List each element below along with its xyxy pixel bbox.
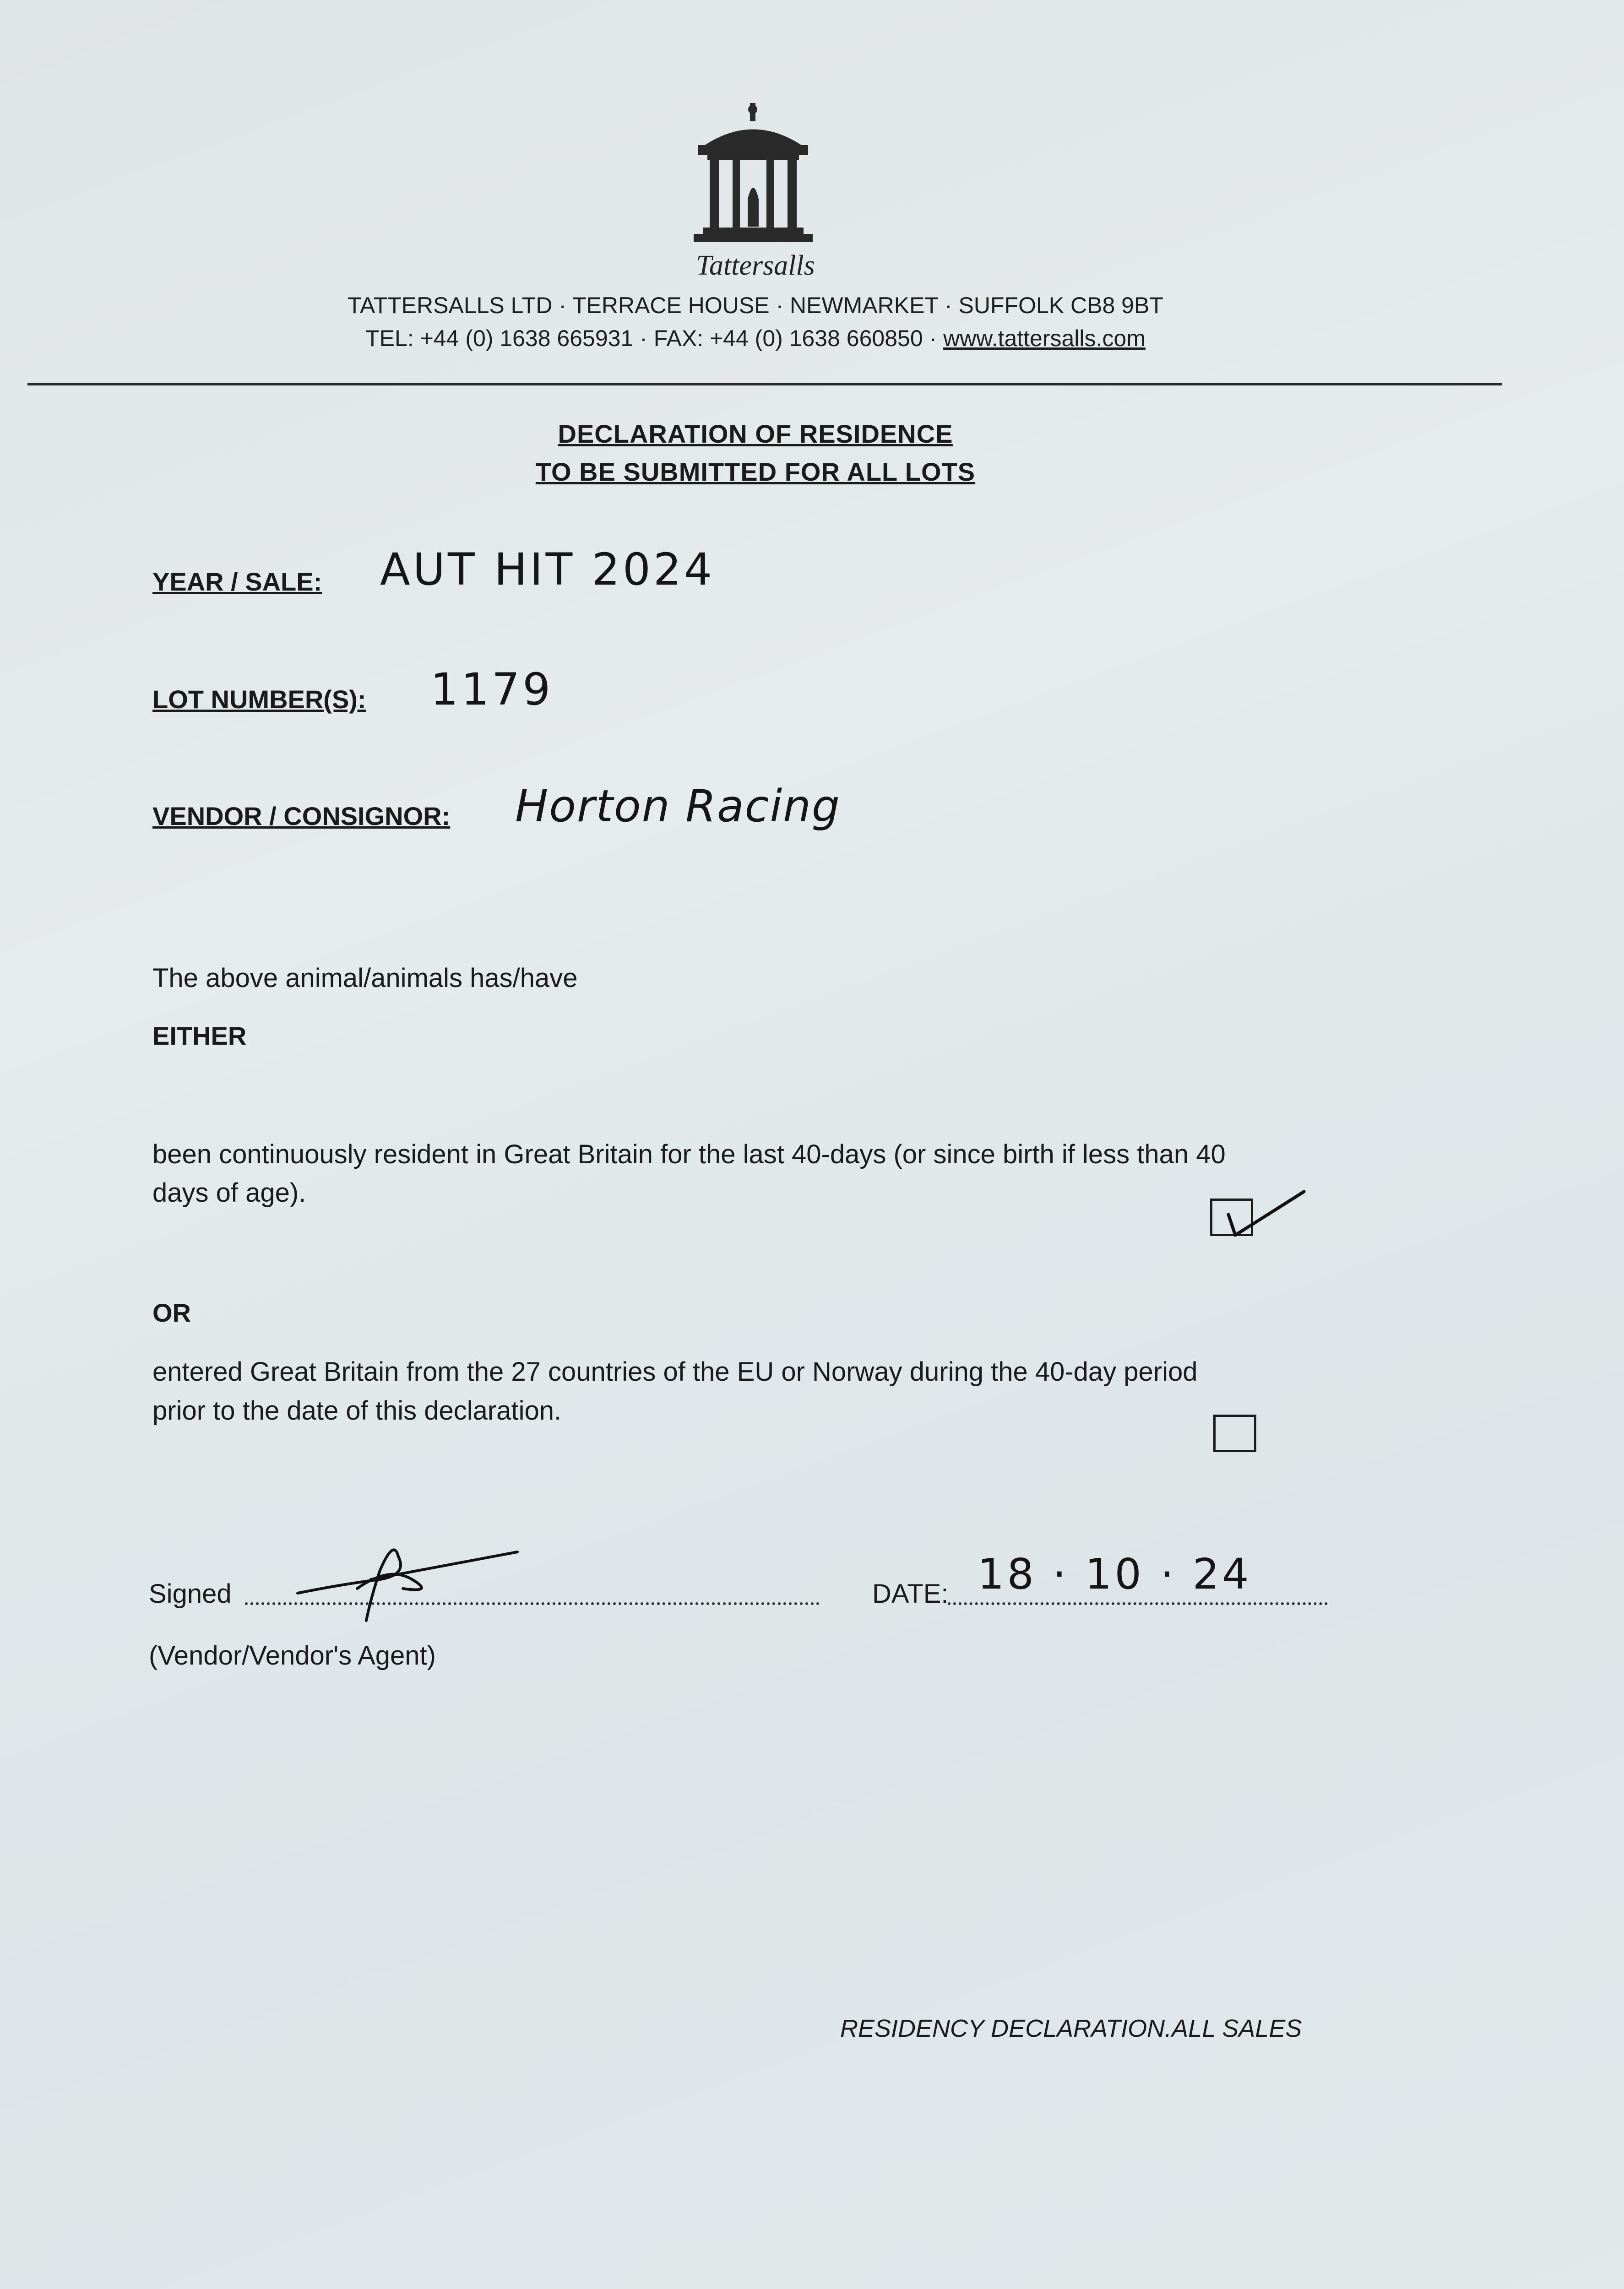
option2-checkbox[interactable] [1213,1415,1256,1452]
address-line: TATTERSALLS LTD · TERRACE HOUSE · NEWMARKET · SUFFOLK CB8 9BT [348,293,1163,318]
option2-line2: prior to the date of this declaration. [152,1396,562,1426]
checkmark-icon [1210,1182,1311,1242]
either-label: EITHER [152,1021,247,1050]
date-value[interactable]: 18 · 10 · 24 [978,1550,1252,1599]
signer-role: (Vendor/Vendor's Agent) [149,1641,436,1671]
vendor-value[interactable]: Horton Racing [515,781,841,832]
year-sale-value[interactable]: AUT HIT 2024 [380,544,715,595]
option1-line2: days of age). [152,1178,306,1208]
vendor-label: VENDOR / CONSIGNOR: [152,802,451,830]
option1-line1: been continuously resident in Great Britain for the last 40-days (or since birth if less than 40 [152,1139,1226,1169]
brand-name: Tattersalls [696,250,815,281]
option2-line1: entered Great Britain from the 27 countries of the EU or Norway during the 40-day period [152,1357,1198,1387]
or-label: OR [152,1298,191,1327]
year-sale-label: YEAR / SALE: [152,567,322,596]
lot-number-label: LOT NUMBER(S): [152,685,366,714]
contact-numbers: TEL: +44 (0) 1638 665931 · FAX: +44 (0) 1638 660850 · [365,325,944,351]
signed-label: Signed [149,1579,232,1609]
document-subtitle: TO BE SUBMITTED FOR ALL LOTS [535,457,976,486]
date-line[interactable] [948,1602,1328,1605]
website-link[interactable]: www.tattersalls.com [943,325,1146,351]
signature-scribble [288,1529,527,1630]
contact-line [0,325,1511,352]
header-divider [27,383,1502,385]
date-label: DATE: [872,1579,949,1609]
statement-intro: The above animal/animals has/have [152,963,578,993]
document-title: DECLARATION OF RESIDENCE [558,419,953,448]
footer-code: RESIDENCY DECLARATION.ALL SALES [840,2015,1302,2042]
lot-number-value[interactable]: 1179 [430,664,554,715]
tattersalls-logo [689,103,817,250]
option1-checkbox[interactable] [1210,1199,1253,1236]
